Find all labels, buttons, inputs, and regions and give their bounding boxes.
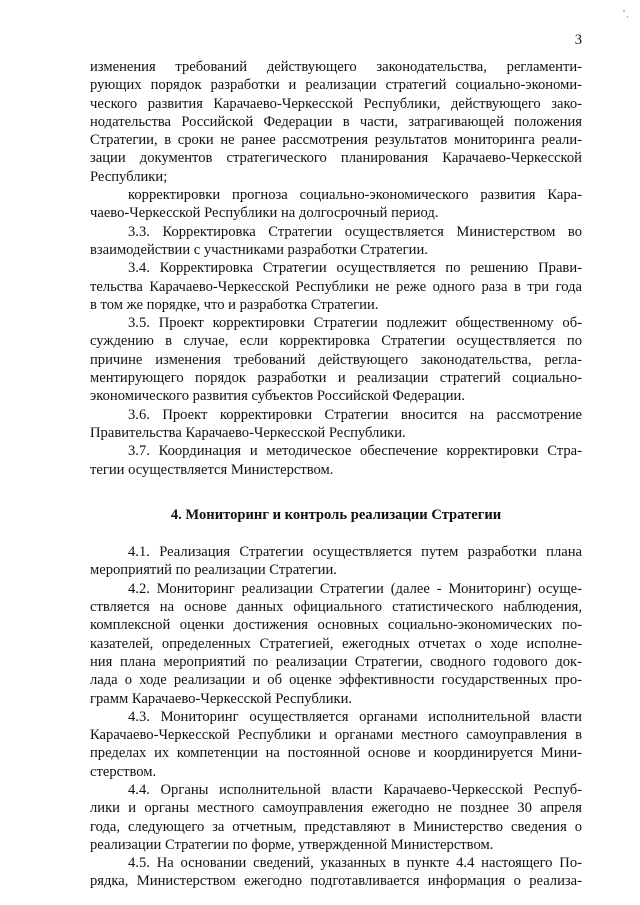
section-4-body xyxy=(90,543,582,891)
paragraph xyxy=(90,223,582,260)
text-line: года, следующего за отчетным, представляют в Министерство сведения о xyxy=(90,818,582,835)
text-line: казателей, определенных Стратегией, ежегодных отчетах о ходе исполне- xyxy=(90,635,582,652)
text-line: ментирующего порядок разработки и реализации стратегий социально- xyxy=(90,370,582,387)
text-line: Карачаево-Черкесской Республики и органами местного самоуправления в xyxy=(90,727,582,744)
text-line: 3.7. Координация и методическое обеспечение корректировки Стра- xyxy=(128,443,582,460)
paragraph xyxy=(90,708,582,781)
text-line: корректировки прогноза социально-экономического развития Кара- xyxy=(128,187,582,204)
text-line: суждению в случае, если корректировка Стратегии осуществляется по xyxy=(90,333,582,350)
text-line: комплексной оценки достижения основных социально-экономических по- xyxy=(90,617,582,634)
paragraph xyxy=(90,442,582,479)
text-line: 4.3. Мониторинг осуществляется органами исполнительной власти xyxy=(128,708,582,725)
text-line: Республики; xyxy=(90,168,168,185)
paragraph xyxy=(90,186,582,223)
text-line: ствляется на основе данных официального статистического наблюдения, xyxy=(90,599,582,616)
text-line: экономического развития субъектов Российской Федерации. xyxy=(90,388,465,405)
text-line: причине изменения требований действующего законодательства, регла- xyxy=(90,351,582,368)
text-line: рядка, Министерством ежегодно подготавливается информация о реализа- xyxy=(90,873,582,890)
paragraph xyxy=(90,543,582,580)
text-line: 4.5. На основании сведений, указанных в пункте 4.4 настоящего По- xyxy=(128,855,582,872)
text-line: нодательства Российской Федерации в части, затрагивающей положения xyxy=(90,113,582,130)
scan-speck-marks xyxy=(622,8,630,20)
paragraph xyxy=(90,58,582,186)
paragraph xyxy=(90,580,582,708)
text-line: тегии осуществляется Министерством. xyxy=(90,461,334,478)
text-line: 4.2. Мониторинг реализации Стратегии (далее - Мониторинг) осуще- xyxy=(128,580,582,597)
paragraph xyxy=(90,406,582,443)
text-line: 3.5. Проект корректировки Стратегии подлежит общественному об- xyxy=(128,315,582,332)
text-line: чаево-Черкесской Республики на долгосрочный период. xyxy=(90,205,439,222)
page-number: 3 xyxy=(574,32,582,48)
text-line: Стратегии, в сроки не ранее рассмотрения результатов мониторинга реали- xyxy=(90,132,582,149)
paragraph xyxy=(90,314,582,405)
paragraph xyxy=(90,259,582,314)
text-line: изменения требований действующего законодательства, регламенти- xyxy=(90,59,582,75)
text-line: 4.4. Органы исполнительной власти Карачаево-Черкесской Респуб- xyxy=(128,781,582,798)
text-line: пределах их компетенции на постоянной основе и координируется Мини- xyxy=(90,745,582,762)
paragraph xyxy=(90,854,582,891)
section-3-continuation xyxy=(90,58,582,479)
text-line: лики и органы местного самоуправления ежегодно не позднее 30 апреля xyxy=(90,800,582,817)
text-line: зации документов стратегического планирования Карачаево-Черкесской xyxy=(90,150,582,167)
section-heading: 4. Мониторинг и контроль реализации Стратегии xyxy=(170,506,502,523)
text-line: мероприятий по реализации Стратегии. xyxy=(90,562,337,579)
text-line: 3.6. Проект корректировки Стратегии вносится на рассмотрение xyxy=(128,406,582,423)
text-line: 3.3. Корректировка Стратегии осуществляется Министерством во xyxy=(128,223,582,240)
text-line: грамм Карачаево-Черкесской Республики. xyxy=(90,690,353,707)
text-line: тельства Карачаево-Черкесской Республики не реже одного раза в три года xyxy=(90,278,582,295)
text-line: в том же порядке, что и разработка Стратегии. xyxy=(90,296,379,313)
text-line: реализации Стратегии по форме, утвержденной Министерством. xyxy=(90,836,494,853)
text-line: взаимодействии с участниками разработки Стратегии. xyxy=(90,241,428,258)
text-line: ческого развития Карачаево-Черкесской Республики, действующего зако- xyxy=(90,95,582,112)
document-body xyxy=(90,58,582,891)
text-line: Правительства Карачаево-Черкесской Республики. xyxy=(90,424,406,441)
paragraph xyxy=(90,781,582,854)
text-line: 3.4. Корректировка Стратегии осуществляется по решению Прави- xyxy=(128,260,582,277)
text-line: 4.1. Реализация Стратегии осуществляется путем разработки плана xyxy=(128,544,582,561)
text-line: лада о ходе реализации и об оценке эффективности государственных про- xyxy=(90,672,582,689)
text-line: рующих порядок разработки и реализации стратегий социально-экономи- xyxy=(90,77,582,94)
text-line: ния плана мероприятий по реализации Стратегии, сводного годового док- xyxy=(90,653,582,670)
text-line: стерством. xyxy=(90,763,157,780)
